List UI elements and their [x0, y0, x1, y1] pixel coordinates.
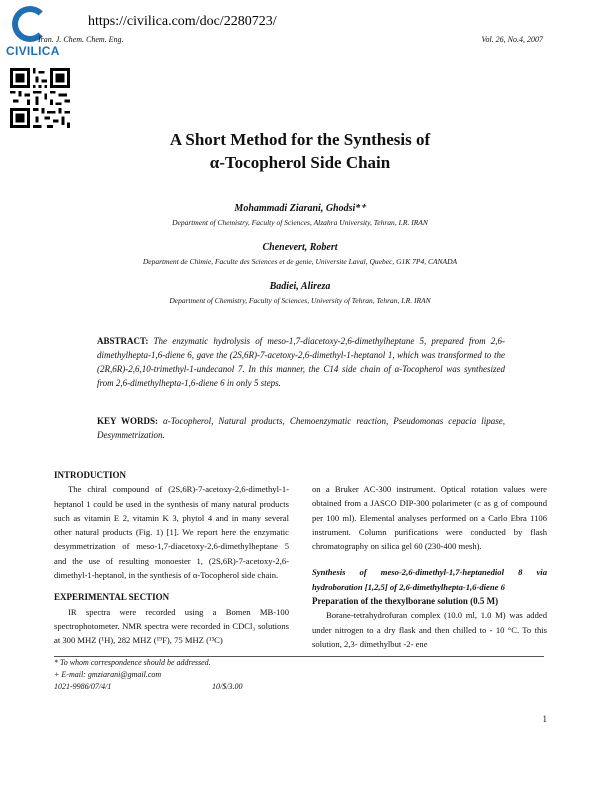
- qr-code-icon: [10, 68, 70, 128]
- paper-title: [0, 128, 600, 174]
- keywords: [97, 414, 505, 442]
- author-affiliation: Department of Chemistry, Faculty of Sciences, University of Tehran, Tehran, I.R. IRAN: [169, 296, 431, 305]
- civilica-logo-text: CIVILICA: [6, 44, 60, 58]
- author-name: Chenevert, Robert: [262, 242, 338, 253]
- experimental-paragraph: IR spectra were recorded using a Bomen MB-100 spectrophotometer. NMR spectra were recorded in CDCl₃ solutions at 300 MHZ (¹H), 282 MHZ (¹⁹F), 75 MHZ (¹³C): [54, 606, 289, 646]
- introduction-paragraph: The chiral compound of (2S,6R)-7-acetoxy-2,6-dimethyl-1-heptanol 1 could be used in the synthesis of many natural products such as vitamin E 2, vitamin K 3, phytol 4 and in many several other natural products (Fig. 1) [1]. We report here the enzymatic desymmetrization of meso-1,7-diacetoxy-2,6-dimethylheptane 5 and the use of resulting monoester 1, (2S,6R)-7-acetoxy-2,6-dimethyl-1-heptanol, in the synthesis of α-Tocopherol side chain.: [54, 484, 289, 581]
- author-affiliation: Department of Chemistry, Faculty of Sciences, Alzahra University, Tehran, I.R. IRAN: [172, 218, 428, 227]
- section-heading-introduction: INTRODUCTION: [54, 470, 127, 480]
- author-name: Badiei, Alireza: [269, 281, 331, 292]
- journal-volume: Vol. 26, No.4, 2007: [481, 35, 543, 44]
- footnote-correspondence: * To whom correspondence should be addressed.: [54, 658, 211, 667]
- footnote-doc-code: 1021-9986/07/4/1: [54, 682, 112, 691]
- left-column: [54, 468, 289, 648]
- author-affiliation: Department de Chimie, Faculte des Sciences et de genie, Universite Laval, Quebec, G1K 7P4, CANADA: [142, 257, 458, 266]
- section-heading-experimental: EXPERIMENTAL SECTION: [54, 592, 170, 603]
- page-number: 1: [542, 714, 547, 724]
- footnote-email[interactable]: + E-mail: gmziarani@gmail.com: [54, 670, 162, 679]
- subsection-heading-preparation: Preparation of the thexylborane solution (0.5 M): [312, 596, 499, 607]
- subsection-heading-synthesis: Synthesis of meso-2,6-dimethyl-1,7-heptanediol 8 via hydroboration [1,2,5] of 2,6-dimethylhepta-1,6-diene 6: [312, 567, 547, 592]
- abstract-label: ABSTRACT:: [97, 336, 149, 346]
- journal-name: Iran. J. Chem. Chem. Eng.: [38, 35, 124, 44]
- keywords-text: α-Tocopherol, Natural products, Chemoenzymatic reaction, Pseudomonas cepacia lipase, Desymmetrization.: [97, 416, 505, 440]
- paper-title-line2: α-Tocopherol Side Chain: [209, 153, 391, 172]
- document-url[interactable]: https://civilica.com/doc/2280723/: [88, 14, 277, 29]
- methods-paragraph: on a Bruker AC-300 instrument. Optical rotation values were obtained from a JASCO DIP-300 polarimeter (c as g of compound per 100 ml). Elemental analyses performed on a Carlo Ebra 1106 instrument. Column purifications were conducted by flash chromatography on silica gel 60 (230-400 mesh).: [312, 484, 547, 552]
- paper-title-line1: A Short Method for the Synthesis of: [169, 130, 431, 149]
- author-name: Mohammadi Ziarani, Ghodsi*⁺: [234, 203, 366, 214]
- right-column: [312, 482, 547, 651]
- keywords-label: KEY WORDS:: [97, 416, 159, 426]
- civilica-logo: [6, 6, 58, 56]
- abstract-text: The enzymatic hydrolysis of meso-1,7-diacetoxy-2,6-dimethylheptane 5, prepared from 2,6-dimethylhepta-1,6-diene 6, gave the (2S,6R)-7-acetoxy-2,6-dimethyl-1-heptanol 1, which was transformed to the (2R,6R)-2,6,10-trimethyl-1-undecanol 7. In this manner, the C14 side chain of α-Tocopherol was synthesized from 2,6-dimethylhepta-1,6-diene 6 in only 5 steps.: [97, 336, 506, 388]
- abstract: [97, 334, 505, 390]
- footnote-price-code: 10/$/3.00: [212, 682, 243, 691]
- footnote-divider: [54, 656, 544, 657]
- preparation-paragraph: Borane-tetrahydrofuran complex (10.0 ml, 1.0 M) was added under nitrogen to a dry flask and then chilled to - 10 °C. To this solution, 2,3- dimethylbut -2- ene: [312, 610, 547, 649]
